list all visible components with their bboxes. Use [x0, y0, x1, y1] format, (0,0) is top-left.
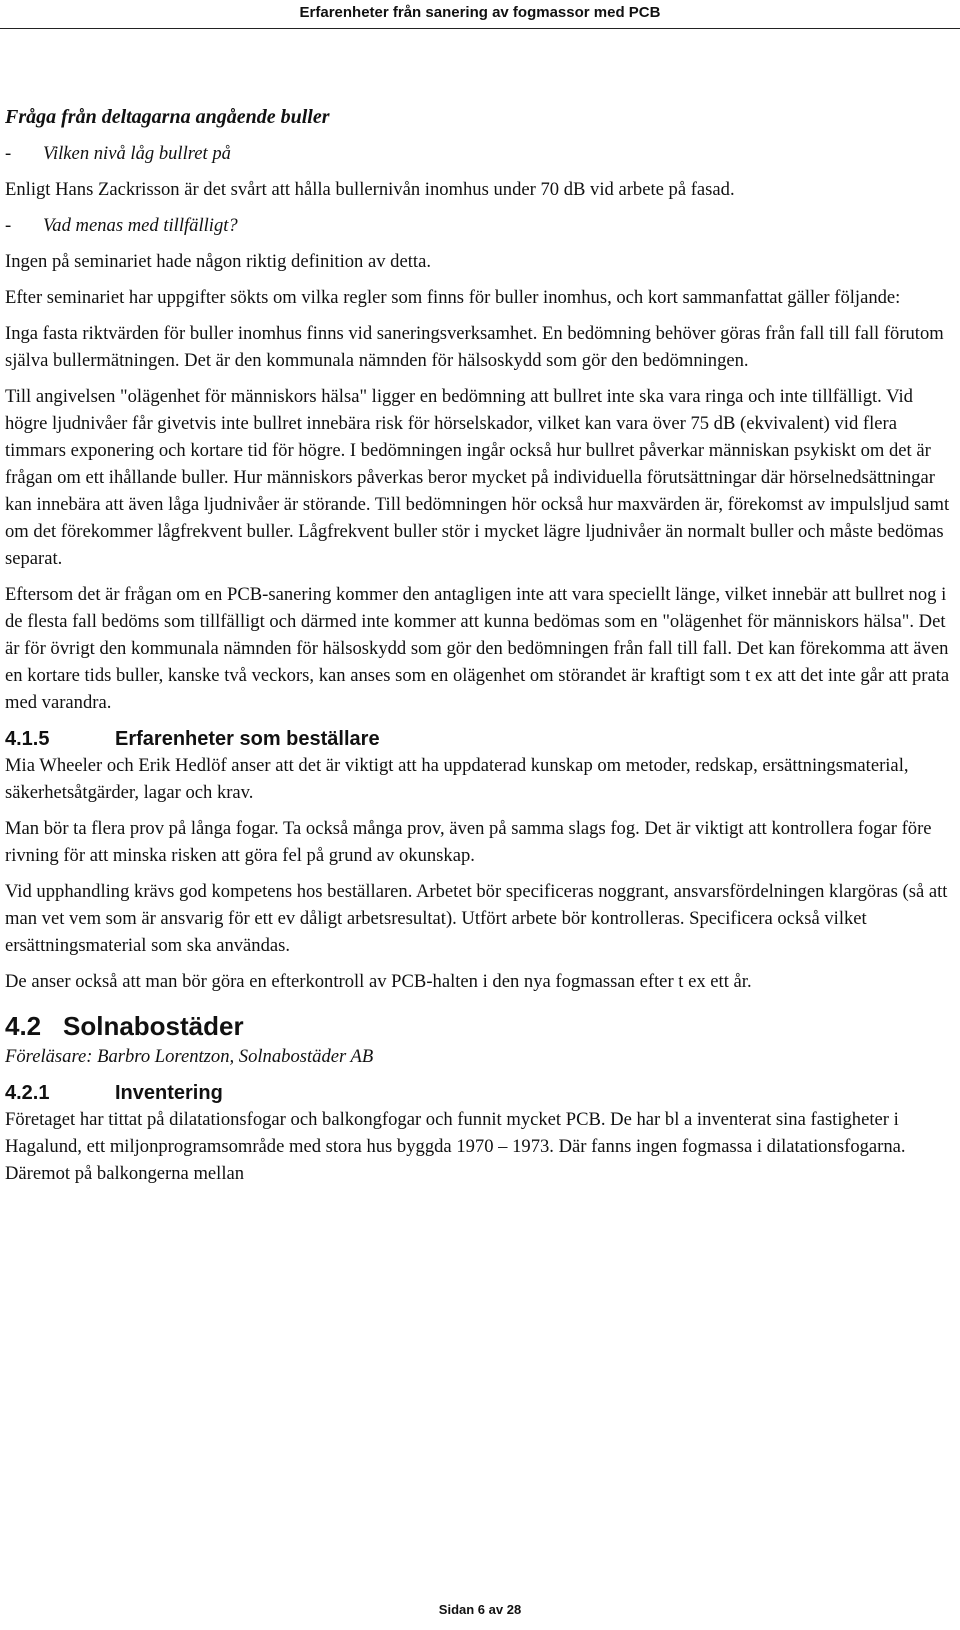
body-paragraph: Inga fasta riktvärden för buller inomhus finns vid saneringsverksamhet. En bedömning behöver göras från fall till fall förutom själva bullermätningen. Det är den kommunala nämnden för hälsoskydd som gör den bedömningen. — [5, 323, 944, 371]
body-paragraph: Eftersom det är frågan om en PCB-sanering kommer den antagligen inte att vara speciellt länge, vilket innebär att bullret nog i de flesta fall bedöms som tillfälligt och därmed inte kommer att kunna bedömas som en "olägenhet för människors hälsa". Det är för övrigt den kommunala nämnden för hälsoskydd som gör den bedömningen från fall till fall. Det kan förekomma att även en kortare tids buller, kanske två veckors, kan anses som en olägenhet om störandet är kraftigt som t ex att det inte går att prata med varandra. — [5, 584, 950, 713]
body-paragraph: Man bör ta flera prov på långa fogar. Ta också många prov, även på samma slags fog. Det är viktigt att kontrollera fogar före rivning för att minska risken att göra fel på grund av okunskap. — [5, 818, 932, 866]
section-number: 4.2 — [5, 1011, 42, 1041]
section-heading-4-1-5 — [5, 726, 955, 752]
page-number: Sidan 6 av 28 — [438, 1602, 522, 1617]
body-paragraph: Till angivelsen "olägenhet för människors hälsa" ligger en bedömning att bullret inte ska vara ringa och inte tillfälligt. Vid högre ljudnivåer får givetvis inte bullret innebära risk för hörselskador, vilket kan vara över 75 dB (ekvivalent) vid flera timmars exponering och kortare tid för högre. I bedömningen ingår också hur bullret påverkar människan psykiskt om det är frågan om ett ihållande buller. Hur människors påverkas beror mycket på individuella förutsättningar där hörselnedsättningar kan innebära att även låga ljudnivåer är störande. Till bedömningen hör också hur maxvärden är, förekomst av impulsljud samt om det förekommer lågfrekvent buller. Lågfrekvent buller stör i mycket lägre ljudnivåer än normalt buller och måste bedömas separat. — [5, 386, 950, 569]
body-paragraph: Efter seminariet har uppgifter sökts om vilka regler som finns för buller inomhus, och kort sammanfattat gäller följande: — [5, 287, 901, 308]
page-footer — [0, 1602, 960, 1617]
body-paragraph: Vid upphandling krävs god kompetens hos beställaren. Arbetet bör specificeras noggrant, ansvarsfördelningen klargöras (så att man vet vem som är ansvarig för ett ev dåligt arbetsresultat). Utfört arbete bör kontrolleras. Specificera också vilket ersättningsmaterial som ska användas. — [5, 881, 948, 956]
header-title: Erfarenheter från sanering av fogmassor med PCB — [299, 4, 661, 21]
question-item-2 — [5, 212, 955, 239]
body-paragraph: De anser också att man bör göra en efterkontroll av PCB-halten i den nya fogmassan efter t ex ett år. — [5, 971, 752, 992]
document-body — [5, 104, 955, 1187]
body-paragraph: Mia Wheeler och Erik Hedlöf anser att det är viktigt att ha uppdaterad kunskap om metoder, redskap, ersättningsmaterial, säkerhetsåtgärder, lagar och krav. — [5, 755, 909, 803]
section-number: 4.1.5 — [5, 728, 50, 750]
question-text: Vilken nivå låg bullret på — [43, 143, 231, 164]
lecturer-line: Föreläsare: Barbro Lorentzon, Solnabostäder AB — [5, 1046, 374, 1067]
section-number: 4.2.1 — [5, 1082, 50, 1104]
dash-marker: - — [5, 215, 12, 236]
page-header — [0, 2, 960, 29]
question-heading: Fråga från deltagarna angående buller — [5, 106, 330, 128]
section-title: Erfarenheter som beställare — [115, 728, 380, 750]
section-heading-4-2-1 — [5, 1080, 955, 1106]
section-heading-4-2 — [5, 1009, 955, 1043]
body-paragraph: Företaget har tittat på dilatationsfogar och balkongfogar och funnit mycket PCB. De har bl a inventerat sina fastigheter i Hagalund, ett miljonprogramsområde med stora hus byggda 1970 – 1973. Där fanns ingen fogmassa i dilatationsfogarna. Däremot på balkongerna mellan — [5, 1109, 906, 1184]
question-item-1 — [5, 140, 955, 167]
answer-paragraph: Ingen på seminariet hade någon riktig definition av detta. — [5, 251, 431, 272]
question-text: Vad menas med tillfälligt? — [43, 215, 238, 236]
section-title: Solnabostäder — [63, 1011, 244, 1041]
section-title: Inventering — [115, 1082, 223, 1104]
dash-marker: - — [5, 143, 12, 164]
answer-paragraph: Enligt Hans Zackrisson är det svårt att hålla bullernivån inomhus under 70 dB vid arbete på fasad. — [5, 179, 735, 200]
